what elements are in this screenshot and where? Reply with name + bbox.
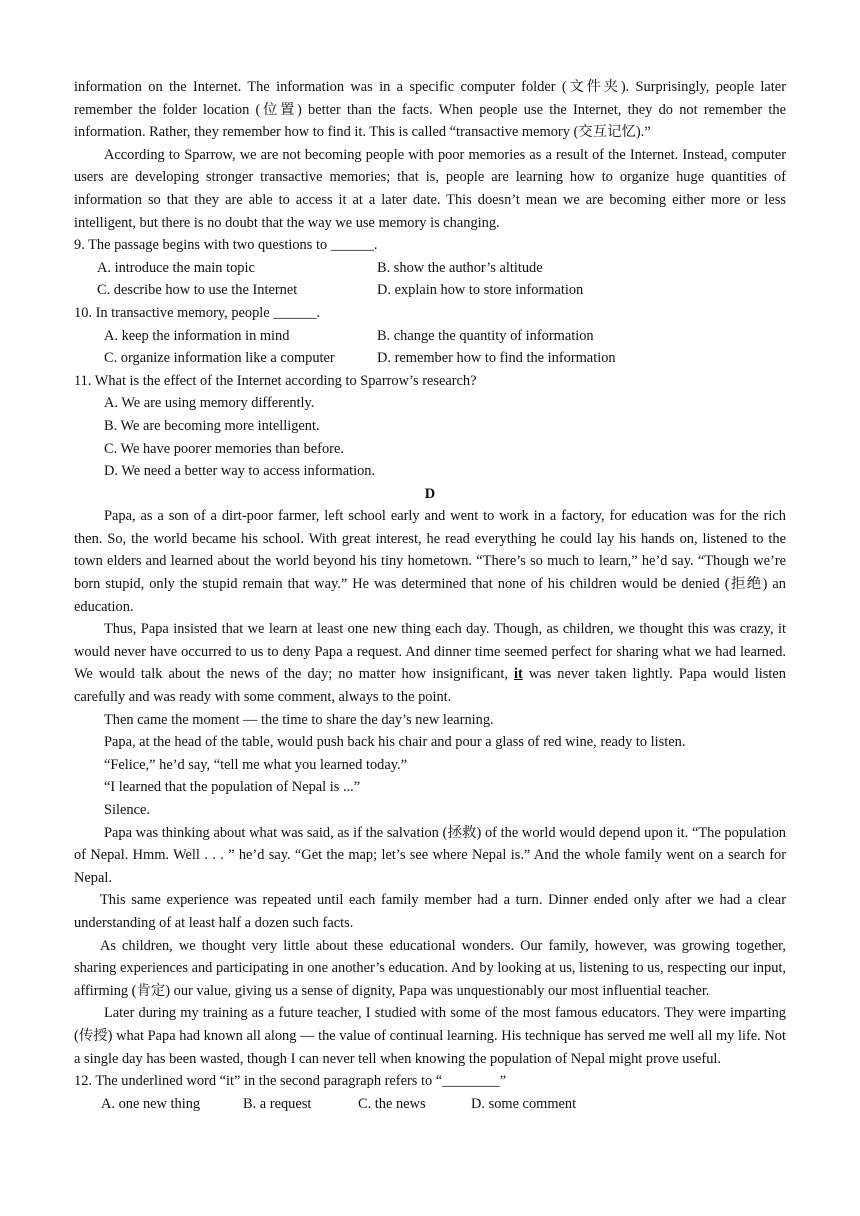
passage-c-paragraph: According to Sparrow, we are not becoming people with poor memories as a result of the Internet. Instead, computer users are developing stronger transactive memories; that is, people are learning how to organize huge quantities of information so that they are able to access it at a later date. This doesn’t mean we are becoming either more or less intelligent, but there is no doubt that the way we use memory is changing. <box>74 146 786 231</box>
option-c: C. organize information like a computer <box>104 350 335 367</box>
question-12-options <box>74 1093 786 1116</box>
option-b: B. a request <box>243 1095 312 1112</box>
option-d: D. some comment <box>471 1095 577 1112</box>
question-11-stem: 11. What is the effect of the Internet according to Sparrow’s research? <box>74 372 477 389</box>
passage-d-paragraph: Later during my training as a future teacher, I studied with some of the most famous educators. They were imparting (传授) what Papa had known all along — the value of continual learning. His technique has served me well all my life. Not a single day has been wasted, though I can never tell when knowing the population of Nepal might prove useful. <box>74 1005 786 1067</box>
option-d: D. remember how to find the information <box>377 350 616 367</box>
option-c: C. describe how to use the Internet <box>97 282 298 299</box>
exam-page <box>74 76 786 1115</box>
passage-d-paragraph: “I learned that the population of Nepal is ...” <box>104 779 361 796</box>
section-heading: D <box>424 485 436 502</box>
option-c: C. We have poorer memories than before. <box>104 440 344 457</box>
question-10-options-row1 <box>74 325 786 348</box>
question-9-stem: 9. The passage begins with two questions to ______. <box>74 237 378 254</box>
passage-d-paragraph: Then came the moment — the time to share the day’s new learning. <box>104 711 494 728</box>
option-c: C. the news <box>358 1095 426 1112</box>
option-b: B. We are becoming more intelligent. <box>104 417 320 434</box>
option-d: D. explain how to store information <box>377 282 584 299</box>
passage-d-paragraph: Papa, at the head of the table, would push back his chair and pour a glass of red wine, ready to listen. <box>104 734 686 751</box>
option-a: A. We are using memory differently. <box>104 395 315 412</box>
passage-d-paragraph: Papa, as a son of a dirt-poor farmer, left school early and went to work in a factory, for education was for the rich then. So, the world became his school. With great interest, he read everything he could lay his hands on, listened to the town elders and learned about the world beyond his tiny hometown. “There’s so much to learn,” he’d say. “Though we’re born stupid, only the stupid remain that way.” He was determined that none of his children would be denied (拒绝) an education. <box>74 508 786 615</box>
paragraph-text: Thus, Papa insisted that we learn at least one new thing each day. Though, as children, we thought this was crazy, it would never have occurred to us to deny Papa a request. And dinner time seemed perfect for sharing what we had learned. We would talk about the news of the day; no matter how insignificant, <box>74 621 786 683</box>
passage-d-paragraph: This same experience was repeated until each family member had a turn. Dinner ended only after we had a clear understanding of at least half a dozen such facts. <box>74 892 786 931</box>
option-d: D. We need a better way to access information. <box>104 463 376 480</box>
passage-d-paragraph: As children, we thought very little about these educational wonders. Our family, however, was growing together, sharing experiences and participating in one another’s education. And by looking at us, listening to us, respecting our input, affirming (肯定) our value, giving us a sense of dignity, Papa was unquestionably our most influential teacher. <box>74 937 786 999</box>
paragraph-text: was never taken lightly. Papa would listen carefully and was ready with some comment, always to the point. <box>74 666 786 706</box>
option-a: A. one new thing <box>101 1095 201 1112</box>
option-a: A. keep the information in mind <box>104 327 290 344</box>
option-b: B. show the author’s altitude <box>377 259 543 276</box>
passage-d-paragraph: Papa was thinking about what was said, as if the salvation (拯救) of the world would depend upon it. “The population of Nepal. Hmm. Well . . . ” he’d say. “Get the map; let’s see where Nepal is.” And the whole family went on a search for Nepal. <box>74 824 786 886</box>
passage-d-paragraph: “Felice,” he’d say, “tell me what you learned today.” <box>104 756 408 773</box>
question-9-options-row2 <box>74 279 786 302</box>
question-10-stem: 10. In transactive memory, people ______. <box>74 304 321 321</box>
question-9-options-row1 <box>74 257 786 280</box>
option-a: A. introduce the main topic <box>97 259 255 276</box>
question-12-stem: 12. The underlined word “it” in the second paragraph refers to “________” <box>74 1073 507 1090</box>
passage-c-paragraph: information on the Internet. The information was in a specific computer folder (文件夹). Surprisingly, people later remember the folder location (位置) better than the facts. When people use the Internet, they do not remember the information. Rather, they remember how to find it. This is called “transactive memory (交互记忆).” <box>74 79 786 141</box>
passage-d-paragraph: Silence. <box>104 802 150 818</box>
passage-d-paragraph <box>74 618 786 708</box>
option-b: B. change the quantity of information <box>377 327 594 344</box>
underlined-word: it <box>513 666 523 683</box>
question-10-options-row2 <box>74 347 786 370</box>
